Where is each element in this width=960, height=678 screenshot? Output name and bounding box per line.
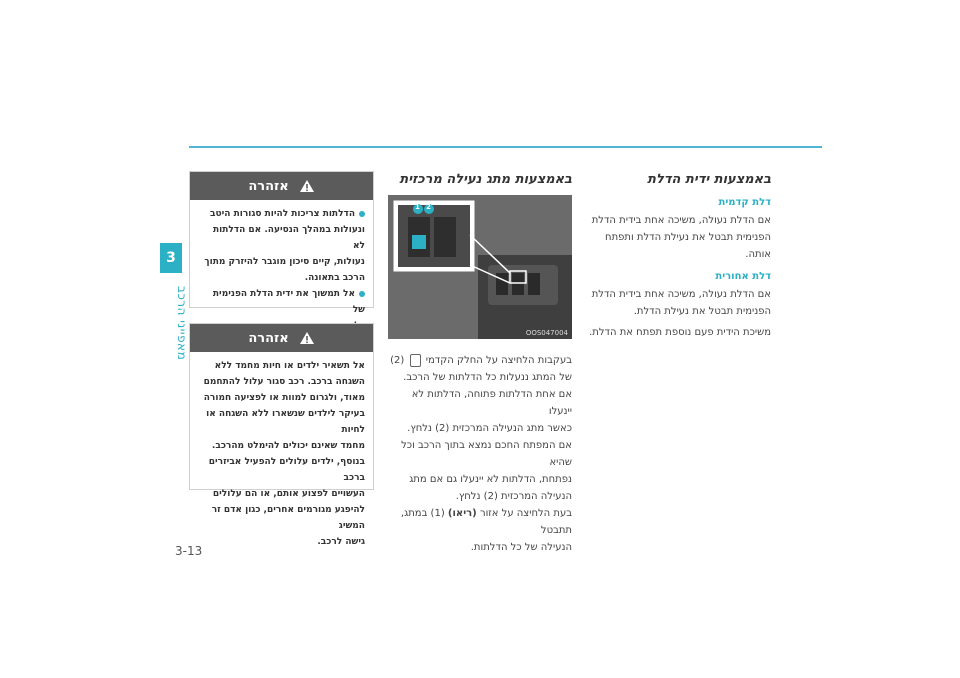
text: הרכב בתאונה.: [304, 273, 365, 283]
bullet-item: [198, 206, 365, 222]
text: הדלתות צריכות להיות סגורות היטב: [210, 209, 355, 219]
bullet-item: [198, 286, 365, 318]
paragraph: כאשר מתג הנעילה המרכזית (2) נלחץ.: [407, 423, 572, 434]
paragraph: [388, 352, 572, 369]
callout-2: 2: [426, 203, 431, 211]
paragraph: הפנימית תבטל את נעילת הדלת.: [633, 306, 771, 317]
warning-title: אזהרה: [248, 330, 289, 346]
text: בנוסף, ילדים עלולים להפעיל אביזרים ברכב: [208, 457, 365, 483]
text: העשויים לפצוע אותם, או הם עלולים: [212, 489, 365, 499]
top-rule: [189, 146, 822, 148]
warning-header: [190, 172, 373, 200]
warning-triangle-icon: [299, 331, 315, 345]
warning-box-1: [189, 171, 374, 315]
lock-icon: [410, 354, 421, 367]
paragraph: הנעילה של כל הדלתות.: [470, 542, 572, 553]
text: ונעולות במהלך הנסיעה. אם הדלתות לא: [212, 225, 365, 251]
paragraph: אותה.: [745, 249, 771, 260]
door-panel-illustration: [388, 195, 572, 339]
text: בעת הלחיצה על אזור: [479, 508, 572, 519]
warning-header: [190, 324, 373, 352]
text: גישה לרכב.: [317, 537, 365, 547]
callout-1: 1: [415, 203, 420, 211]
image-id: OOS047004: [525, 329, 568, 337]
paragraph: אם הדלת נעולה, משיכה אחת בידית הדלת: [591, 289, 771, 300]
text: נעולות, קיים סיכון מוגבר להיזרק מתוך: [204, 257, 365, 267]
chapter-side-title: מאפייני הרכב: [175, 286, 189, 361]
paragraph: הפנימית תבטל את נעילת הדלת ותפתח: [605, 232, 771, 243]
text-bold: (ריאו): [447, 508, 477, 519]
text: אל תמשוך את ידית הדלת הפנימית של: [212, 289, 365, 315]
bullet-icon: [359, 291, 365, 297]
paragraph: אם המפתח החכם נמצא בתוך הרכב וכל שהיא: [401, 440, 572, 468]
right-column: [585, 172, 771, 341]
paragraph: [388, 505, 572, 539]
page-number: 3-13: [175, 544, 203, 558]
text: להיפגע מגורמים אחרים, כגון אדם זר המשיג: [211, 505, 365, 531]
text: בעקבות הלחיצה על החלק הקדמי: [425, 355, 572, 366]
text: (1) במתג, תתבטל: [400, 508, 572, 536]
middle-column-text: [388, 352, 572, 556]
paragraph: של המתג ננעלות כל הדלתות של הרכב.: [403, 372, 572, 383]
warning-title: אזהרה: [248, 178, 289, 194]
paragraph: אם הדלת נעולה, משיכה אחת בידית הדלת: [591, 215, 771, 226]
paragraph: אם אחת הדלתות פתוחה, הדלתות לא יינעלו: [411, 389, 572, 417]
warning-box-2: [189, 323, 374, 547]
text: בעיקר לילדים שנשארו ללא השגחה או לחיות: [206, 409, 365, 435]
paragraph: נפתחת, הדלתות לא יינעלו גם אם מתג: [409, 474, 572, 485]
text: מאוד, ולגרום למוות או לפציעה חמורה: [203, 393, 365, 403]
text: השגחה ברכב. רכב סגור עלול להתחמם: [203, 377, 365, 387]
section-heading: באמצעות ידית הדלת: [647, 172, 771, 187]
text: אל תשאיר ילדים או חיות מחמד ללא: [214, 361, 365, 371]
door-switch-photo: [388, 195, 572, 339]
text: (2): [390, 355, 405, 366]
warning-body: [190, 352, 373, 556]
warning-triangle-icon: [299, 179, 315, 193]
paragraph: הנעילה המרכזית (2) נלחץ.: [455, 491, 572, 502]
subheading-front: דלת קדמית: [718, 197, 771, 208]
text: מחמד שאינם יכולים להימלט מהרכב.: [211, 441, 365, 451]
section-heading-central-lock: באמצעות מתג נעילה מרכזית: [399, 172, 572, 187]
subheading-rear: דלת אחורית: [715, 271, 771, 282]
paragraph: משיכת הידית פעם נוספת תפתח את הדלת.: [589, 327, 771, 338]
chapter-tab: 3: [160, 243, 182, 273]
bullet-icon: [359, 211, 365, 217]
